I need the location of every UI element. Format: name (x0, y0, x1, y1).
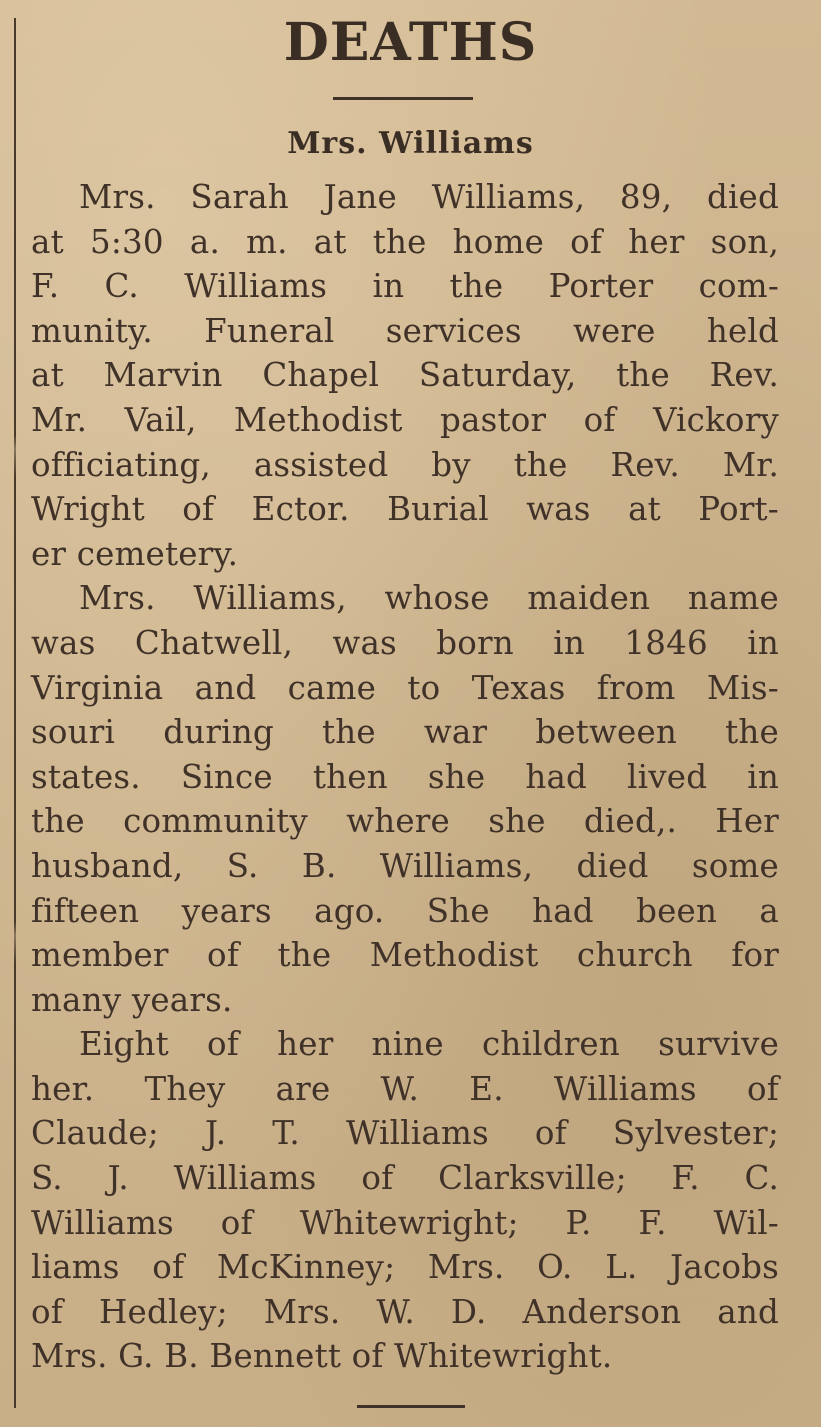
column-rule (14, 18, 16, 1408)
article-line: many years. (31, 980, 233, 1019)
article-line: at 5:30 a. m. at the home of her son, (31, 222, 779, 261)
article-line: F. C. Williams in the Porter com- (31, 267, 779, 306)
article-line: er cemetery. (31, 534, 239, 573)
article-line: fifteen years ago. She had been a (31, 891, 779, 930)
article-line: souri during the war between the (31, 713, 779, 752)
article-line: her. They are W. E. Williams of (31, 1069, 779, 1108)
article-line: the community where she died,. Her (31, 802, 779, 841)
end-divider (357, 1405, 465, 1408)
article-line: Mrs. Sarah Jane Williams, 89, died (79, 178, 779, 216)
article-body (31, 175, 779, 1379)
article-line: Mr. Vail, Methodist pastor of Vickory (31, 400, 779, 439)
article-line: Virginia and came to Texas from Mis- (31, 668, 779, 707)
article-line: at Marvin Chapel Saturday, the Rev. (31, 356, 779, 395)
article-line: liams of McKinney; Mrs. O. L. Jacobs (31, 1248, 779, 1287)
article-line: Wright of Ector. Burial was at Port- (31, 490, 779, 529)
article-line: munity. Funeral services were held (31, 311, 779, 350)
article-line: Claude; J. T. Williams of Sylvester; (31, 1114, 779, 1153)
article-line: officiating, assisted by the Rev. Mr. (31, 445, 779, 484)
article-line: Mrs. G. B. Bennett of Whitewright. (31, 1337, 613, 1376)
article-line: Eight of her nine children survive (79, 1025, 779, 1064)
section-heading: DEATHS (283, 12, 538, 73)
article-line: husband, S. B. Williams, died some (31, 846, 779, 885)
article-line: of Hedley; Mrs. W. D. Anderson and (31, 1292, 779, 1331)
article-line: was Chatwell, was born in 1846 in (31, 623, 779, 662)
article-title: Mrs. Williams (287, 126, 534, 161)
article-line: member of the Methodist church for (31, 936, 779, 975)
article-line: Mrs. Williams, whose maiden name (79, 579, 779, 618)
article-line: states. Since then she had lived in (31, 757, 779, 796)
article-line: Williams of Whitewright; P. F. Wil- (31, 1203, 779, 1242)
heading-divider (333, 97, 473, 100)
article-line: S. J. Williams of Clarksville; F. C. (31, 1159, 779, 1198)
